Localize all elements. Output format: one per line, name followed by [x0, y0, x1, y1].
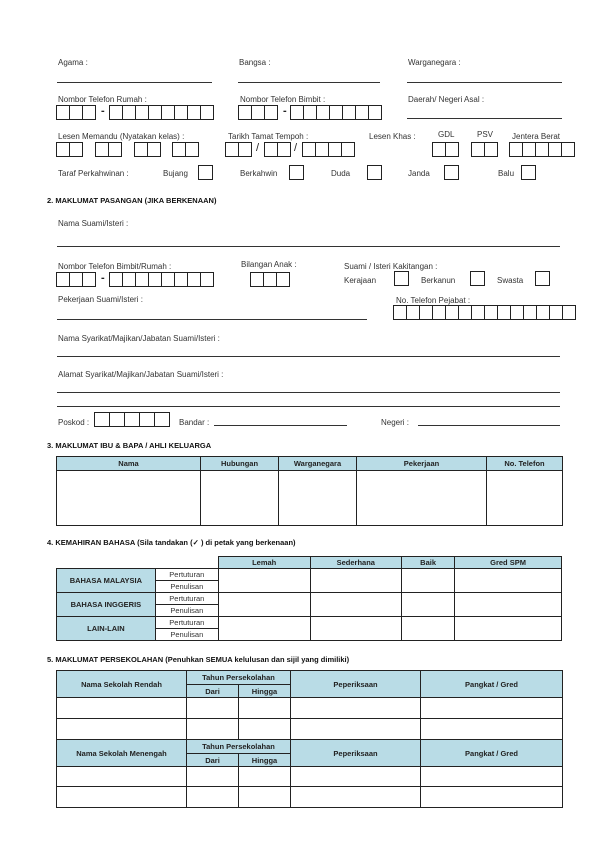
alamat-label: Alamat Syarikat/Majikan/Jabatan Suami/Isteri :: [58, 370, 224, 379]
bilangan-anak-boxes[interactable]: [250, 272, 290, 287]
family-col-hubungan: Hubungan: [201, 457, 279, 471]
daerah-field[interactable]: [407, 118, 562, 119]
school-cell[interactable]: [57, 719, 187, 740]
status-bujang-checkbox[interactable]: [198, 165, 213, 180]
kakitangan-kerajaan-checkbox[interactable]: [394, 271, 409, 286]
section-5-title: 5. MAKLUMAT PERSEKOLAHAN (Penuhkan SEMUA kelulusan dan sijil yang dimiliki): [47, 655, 350, 664]
gdl-boxes[interactable]: [432, 142, 459, 157]
status-duda-checkbox[interactable]: [367, 165, 382, 180]
school-rendah-col-tahun: Tahun Persekolahan: [187, 671, 291, 685]
section-2-title: 2. MAKLUMAT PASANGAN (JIKA BERKENAAN): [47, 196, 217, 205]
status-janda-checkbox[interactable]: [444, 165, 459, 180]
tel-bimbit-prefix-boxes[interactable]: [238, 105, 278, 120]
bilangan-anak-label: Bilangan Anak :: [241, 260, 297, 269]
school-cell[interactable]: [291, 698, 421, 719]
tel-bimbit-dash: -: [283, 105, 287, 117]
family-cell-nama[interactable]: [57, 471, 201, 526]
jentera-boxes[interactable]: [509, 142, 575, 157]
school-cell[interactable]: [239, 787, 291, 808]
nama-pasangan-field[interactable]: [57, 246, 560, 247]
tel-rumah-dash: -: [101, 105, 105, 117]
warganegara-field[interactable]: [407, 82, 562, 83]
psv-boxes[interactable]: [471, 142, 498, 157]
school-menengah-col-peperiksaan: Peperiksaan: [291, 740, 421, 767]
section-3-title: 3. MAKLUMAT IBU & BAPA / AHLI KELUARGA: [47, 441, 212, 450]
tel-pejabat-boxes[interactable]: [393, 305, 576, 320]
status-janda-label: Janda: [408, 169, 430, 178]
school-cell[interactable]: [421, 698, 563, 719]
school-cell[interactable]: [57, 767, 187, 787]
psv-label: PSV: [477, 130, 494, 139]
lang-cell[interactable]: [455, 593, 562, 617]
pekerjaan-pasangan-field[interactable]: [57, 319, 367, 320]
lang-cell[interactable]: [402, 617, 455, 641]
bandar-field[interactable]: [214, 425, 347, 426]
lang-col-baik: Baik: [402, 557, 455, 569]
bangsa-label: Bangsa :: [239, 58, 271, 67]
tarikh-month-boxes[interactable]: [264, 142, 291, 157]
status-berkahwin-checkbox[interactable]: [289, 165, 304, 180]
family-col-pekerjaan: Pekerjaan: [357, 457, 487, 471]
family-table: [56, 456, 563, 526]
school-rendah-table: [56, 670, 563, 808]
kakitangan-swasta-checkbox[interactable]: [535, 271, 550, 286]
school-rendah-col-peperiksaan: Peperiksaan: [291, 671, 421, 698]
lang-col-gred-spm: Gred SPM: [455, 557, 562, 569]
school-cell[interactable]: [421, 767, 563, 787]
tarikh-tamat-label: Tarikh Tamat Tempoh :: [228, 132, 309, 141]
lang-cell[interactable]: [218, 569, 310, 593]
school-cell[interactable]: [187, 698, 239, 719]
bandar-label: Bandar :: [179, 418, 210, 427]
status-berkahwin-label: Berkahwin: [240, 169, 278, 178]
lang-inggeris: BAHASA INGGERIS: [57, 593, 156, 617]
alamat-field-line-2[interactable]: [57, 406, 560, 407]
lang-cell[interactable]: [310, 593, 402, 617]
lang-col-lemah: Lemah: [218, 557, 310, 569]
jentera-label: Jentera Berat: [512, 132, 561, 141]
status-duda-label: Duda: [331, 169, 351, 178]
table-row: [57, 787, 563, 808]
tarikh-year-boxes[interactable]: [302, 142, 355, 157]
school-cell[interactable]: [239, 698, 291, 719]
lang-cell[interactable]: [310, 569, 402, 593]
school-cell[interactable]: [57, 787, 187, 808]
table-row: [57, 719, 563, 740]
lang-cell[interactable]: [218, 617, 310, 641]
school-cell[interactable]: [421, 787, 563, 808]
tel-rumah-label: Nombor Telefon Rumah :: [58, 95, 147, 104]
status-balu-checkbox[interactable]: [521, 165, 536, 180]
tel-pasangan-dash: -: [101, 272, 105, 284]
poskod-boxes[interactable]: [94, 412, 170, 427]
lang-inggeris-penulisan: Penulisan: [155, 605, 218, 617]
school-menengah-col-hingga: Hingga: [239, 754, 291, 767]
syarikat-field[interactable]: [57, 356, 560, 357]
negeri-field[interactable]: [418, 425, 560, 426]
school-cell[interactable]: [291, 787, 421, 808]
nama-pasangan-label: Nama Suami/Isteri :: [58, 219, 129, 228]
lang-lain: LAIN-LAIN: [57, 617, 156, 641]
tel-pasangan-number-boxes[interactable]: [109, 272, 214, 287]
school-cell[interactable]: [187, 767, 239, 787]
agama-label: Agama :: [58, 58, 88, 67]
family-col-nama: Nama: [57, 457, 201, 471]
poskod-label: Poskod :: [58, 418, 90, 427]
taraf-label: Taraf Perkahwinan :: [58, 169, 129, 178]
family-cell-telefon[interactable]: [487, 471, 563, 526]
tarikh-day-boxes[interactable]: [225, 142, 252, 157]
status-balu-label: Balu: [498, 169, 515, 178]
school-menengah-col-tahun: Tahun Persekolahan: [187, 740, 291, 754]
school-cell[interactable]: [187, 787, 239, 808]
lesen-boxes-1[interactable]: [56, 142, 83, 157]
lang-cell[interactable]: [455, 569, 562, 593]
family-cell-pekerjaan[interactable]: [357, 471, 487, 526]
lesen-boxes-2[interactable]: [95, 142, 122, 157]
bangsa-field[interactable]: [238, 82, 380, 83]
kakitangan-berkanun-label: Berkanun: [421, 276, 456, 285]
warganegara-label: Warganegara :: [408, 58, 461, 67]
lesen-khas-label: Lesen Khas :: [369, 132, 416, 141]
school-rendah-col-pangkat: Pangkat / Gred: [421, 671, 563, 698]
table-row: [57, 698, 563, 719]
tel-bimbit-label: Nombor Telefon Bimbit :: [240, 95, 326, 104]
kakitangan-berkanun-checkbox[interactable]: [470, 271, 485, 286]
school-menengah-col-dari: Dari: [187, 754, 239, 767]
tarikh-slash-2: /: [294, 142, 298, 154]
lang-cell[interactable]: [402, 593, 455, 617]
school-cell[interactable]: [291, 767, 421, 787]
lang-cell[interactable]: [310, 617, 402, 641]
table-row: [57, 767, 563, 787]
lang-cell[interactable]: [218, 593, 310, 617]
family-cell-hubungan[interactable]: [201, 471, 279, 526]
lang-cell[interactable]: [455, 617, 562, 641]
school-cell[interactable]: [57, 698, 187, 719]
lang-malaysia: BAHASA MALAYSIA: [57, 569, 156, 593]
lang-lain-pertuturan: Pertuturan: [155, 617, 218, 629]
kakitangan-swasta-label: Swasta: [497, 276, 524, 285]
lang-cell[interactable]: [402, 569, 455, 593]
tel-pasangan-prefix-boxes[interactable]: [56, 272, 96, 287]
tarikh-slash-1: /: [256, 142, 260, 154]
family-col-telefon: No. Telefon: [487, 457, 563, 471]
lang-inggeris-pertuturan: Pertuturan: [155, 593, 218, 605]
language-table: [56, 556, 562, 641]
school-rendah-col-hingga: Hingga: [239, 685, 291, 698]
school-cell[interactable]: [239, 719, 291, 740]
lesen-boxes-3[interactable]: [134, 142, 161, 157]
agama-field[interactable]: [57, 82, 212, 83]
table-row: [57, 471, 563, 526]
daerah-label: Daerah/ Negeri Asal :: [408, 95, 485, 104]
school-menengah-col-nama: Nama Sekolah Menengah: [57, 740, 187, 767]
alamat-field-line-1[interactable]: [57, 392, 560, 393]
tel-rumah-number-boxes[interactable]: [109, 105, 214, 120]
lang-malaysia-penulisan: Penulisan: [155, 581, 218, 593]
gdl-label: GDL: [438, 130, 455, 139]
tel-pejabat-label: No. Telefon Pejabat :: [396, 296, 471, 305]
school-cell[interactable]: [187, 719, 239, 740]
status-bujang-label: Bujang: [163, 169, 188, 178]
school-cell[interactable]: [421, 719, 563, 740]
lang-lain-penulisan: Penulisan: [155, 629, 218, 641]
lesen-boxes-4[interactable]: [172, 142, 199, 157]
tel-rumah-prefix-boxes[interactable]: [56, 105, 96, 120]
kakitangan-label: Suami / Isteri Kakitangan :: [344, 262, 438, 271]
school-rendah-col-nama: Nama Sekolah Rendah: [57, 671, 187, 698]
lang-col-sederhana: Sederhana: [310, 557, 402, 569]
kakitangan-kerajaan-label: Kerajaan: [344, 276, 377, 285]
section-4-title: 4. KEMAHIRAN BAHASA (Sila tandakan (✓ ) di petak yang berkenaan): [47, 538, 296, 547]
syarikat-label: Nama Syarikat/Majikan/Jabatan Suami/Isteri :: [58, 334, 220, 343]
pekerjaan-pasangan-label: Pekerjaan Suami/Isteri :: [58, 295, 143, 304]
family-col-warganegara: Warganegara: [279, 457, 357, 471]
tel-bimbit-number-boxes[interactable]: [290, 105, 382, 120]
family-cell-warganegara[interactable]: [279, 471, 357, 526]
negeri-label: Negeri :: [381, 418, 410, 427]
lesen-label: Lesen Memandu (Nyatakan kelas) :: [58, 132, 185, 141]
school-menengah-col-pangkat: Pangkat / Gred: [421, 740, 563, 767]
tel-pasangan-label: Nombor Telefon Bimbit/Rumah :: [58, 262, 172, 271]
school-cell[interactable]: [239, 767, 291, 787]
school-rendah-col-dari: Dari: [187, 685, 239, 698]
school-cell[interactable]: [291, 719, 421, 740]
lang-malaysia-pertuturan: Pertuturan: [155, 569, 218, 581]
